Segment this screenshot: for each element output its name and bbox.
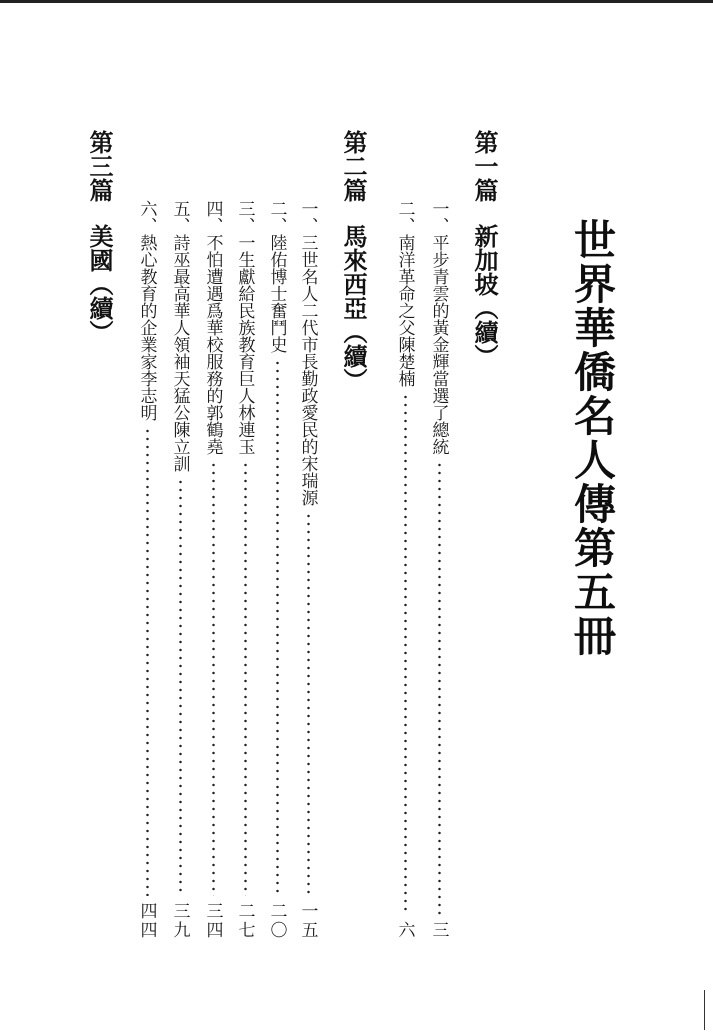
- entry-page: 三: [428, 921, 449, 940]
- toc-entry[interactable]: [265, 200, 289, 940]
- page-edge-mark: [704, 990, 705, 1030]
- entry-title: 南洋革命之父陳楚楠: [394, 234, 415, 387]
- book-title: 世界華僑名人傳第五冊: [568, 218, 617, 658]
- entry-number: 三、: [234, 200, 255, 234]
- entry-title: 平步青雲的黃金輝當選了總統: [428, 234, 449, 455]
- entry-number: 一、: [428, 200, 449, 234]
- toc-entry[interactable]: [135, 200, 159, 940]
- part-label: 第一篇: [470, 130, 498, 202]
- toc-entry[interactable]: [168, 200, 192, 940]
- entry-number: 五、: [169, 200, 190, 234]
- leader-dots: [307, 512, 310, 896]
- part-heading-1: [467, 130, 502, 368]
- entry-number: 一、: [297, 200, 318, 234]
- entry-page: 六: [394, 921, 415, 940]
- leader-dots: [146, 427, 149, 896]
- entry-number: 四、: [202, 200, 223, 234]
- part-name: 新加坡（續）: [470, 224, 498, 368]
- toc-entry[interactable]: [427, 200, 451, 940]
- entry-page: 四四: [136, 902, 157, 940]
- entry-title: 一生獻給民族教育巨人林連玉: [234, 234, 255, 455]
- top-border-rule: [0, 0, 713, 3]
- entry-number: 二、: [266, 200, 287, 234]
- part-name: 美國（續）: [85, 224, 113, 344]
- toc-entry[interactable]: [296, 200, 320, 940]
- toc-entry[interactable]: [201, 200, 225, 940]
- entry-title: 不怕遭遇爲華校服務的郭鶴堯: [202, 234, 223, 455]
- entry-page: 三四: [202, 902, 223, 940]
- part-name: 馬來西亞（續）: [339, 224, 367, 392]
- leader-dots: [244, 461, 247, 896]
- entry-title: 熱心教育的企業家李志明: [136, 234, 157, 421]
- part-label: 第三篇: [85, 130, 113, 202]
- entry-page: 二〇: [266, 902, 287, 940]
- leader-dots: [179, 478, 182, 896]
- entry-number: 六、: [136, 200, 157, 234]
- part-heading-3: [82, 130, 117, 344]
- entry-number: 二、: [394, 200, 415, 234]
- part-heading-2: [336, 130, 371, 392]
- entry-title: 三世名人二代市長勤政愛民的宋瑞源: [297, 234, 318, 506]
- entry-page: 二七: [234, 902, 255, 940]
- leader-dots: [438, 461, 441, 915]
- toc-entry[interactable]: [233, 200, 257, 940]
- entry-page: 一五: [297, 902, 318, 940]
- toc-entry[interactable]: [393, 200, 417, 940]
- leader-dots: [276, 359, 279, 896]
- entry-title: 詩巫最高華人領袖天猛公陳立訓: [169, 234, 190, 472]
- part-label: 第二篇: [339, 130, 367, 202]
- entry-title: 陸佑博士奮鬥史: [266, 234, 287, 353]
- leader-dots: [212, 461, 215, 896]
- leader-dots: [404, 393, 407, 915]
- entry-page: 三九: [169, 902, 190, 940]
